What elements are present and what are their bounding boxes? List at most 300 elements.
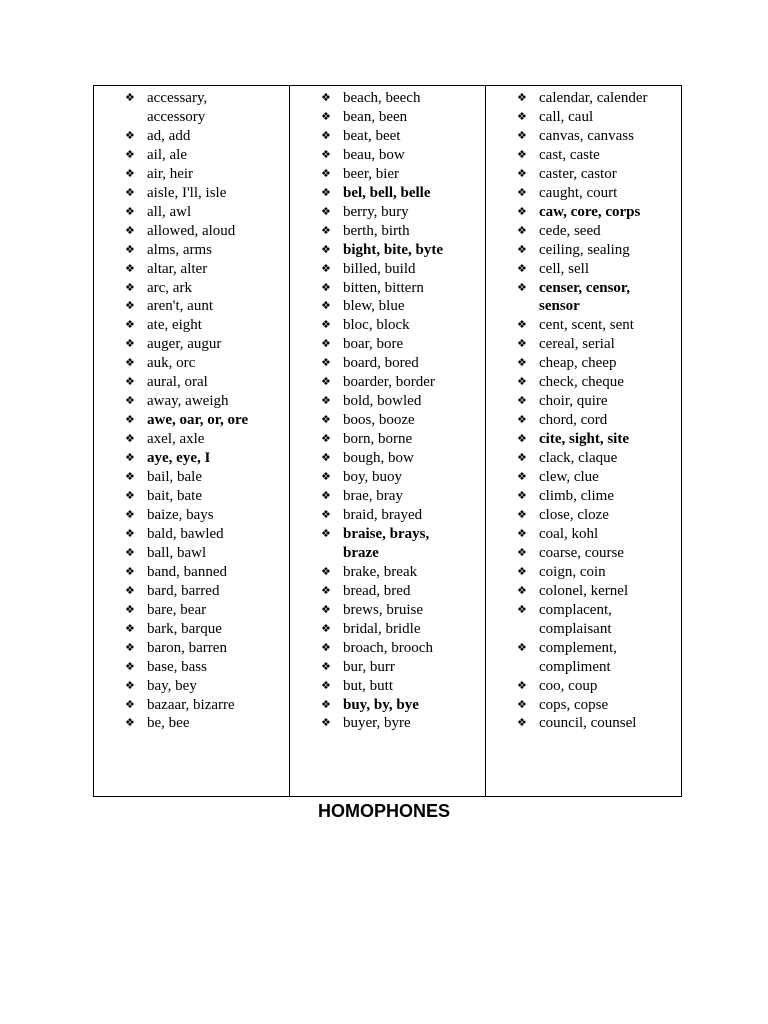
homophone-text: aisle, I'll, isle (147, 184, 227, 201)
homophone-text: caught, court (539, 184, 618, 201)
homophone-text: complaisant (539, 620, 612, 637)
diamond-bullet-icon: ❖ (125, 280, 135, 294)
homophone-text: bloc, block (343, 317, 410, 334)
homophone-text: away, aweigh (147, 393, 229, 410)
homophone-text: coarse, course (539, 544, 624, 561)
list-item (290, 392, 485, 411)
list-item (94, 506, 289, 525)
homophone-text: berry, bury (343, 203, 409, 220)
homophone-text: baron, barren (147, 639, 227, 656)
diamond-bullet-icon: ❖ (517, 375, 527, 389)
diamond-bullet-icon: ❖ (321, 242, 331, 256)
diamond-bullet-icon: ❖ (125, 356, 135, 370)
diamond-bullet-icon: ❖ (321, 470, 331, 484)
diamond-bullet-icon: ❖ (517, 147, 527, 161)
list-item (94, 696, 289, 715)
list-item (486, 260, 681, 279)
list-item (94, 563, 289, 582)
diamond-bullet-icon: ❖ (517, 128, 527, 142)
list-item (290, 468, 485, 487)
page-title: HOMOPHONES (317, 801, 450, 821)
list-item (94, 430, 289, 449)
list-item (486, 354, 681, 373)
diamond-bullet-icon: ❖ (517, 242, 527, 256)
list-item (94, 127, 289, 146)
diamond-bullet-icon: ❖ (321, 526, 331, 540)
list-item (486, 449, 681, 468)
diamond-bullet-icon: ❖ (125, 147, 135, 161)
homophone-text: cite, sight, site (539, 431, 629, 448)
homophone-text: be, bee (147, 715, 190, 732)
diamond-bullet-icon: ❖ (321, 659, 331, 673)
diamond-bullet-icon: ❖ (321, 564, 331, 578)
diamond-bullet-icon: ❖ (517, 185, 527, 199)
list-item (290, 279, 485, 298)
list-item (486, 241, 681, 260)
list-item (94, 279, 289, 298)
list-item (486, 506, 681, 525)
diamond-bullet-icon: ❖ (321, 375, 331, 389)
diamond-bullet-icon: ❖ (321, 621, 331, 635)
homophone-text: bitten, bittern (343, 279, 424, 296)
homophone-text: alms, arms (147, 241, 212, 258)
list-item (486, 316, 681, 335)
column-3 (486, 86, 681, 796)
list-item (290, 639, 485, 658)
homophone-text: cops, copse (539, 696, 609, 713)
list-item (94, 222, 289, 241)
list-item (486, 601, 681, 639)
diamond-bullet-icon: ❖ (517, 697, 527, 711)
homophone-text: boos, booze (343, 412, 415, 429)
list-item (486, 146, 681, 165)
list-item (290, 260, 485, 279)
list-item (94, 487, 289, 506)
homophone-text: brae, bray (343, 488, 403, 505)
list-item (94, 601, 289, 620)
homophone-text: coo, coup (539, 677, 598, 694)
homophone-text: auger, augur (147, 336, 222, 353)
list-item (94, 335, 289, 354)
list-item (486, 487, 681, 506)
diamond-bullet-icon: ❖ (125, 564, 135, 578)
homophone-text: buy, by, bye (343, 696, 419, 713)
diamond-bullet-icon: ❖ (125, 223, 135, 237)
homophone-text: cast, caste (539, 146, 600, 163)
homophone-text: bail, bale (147, 469, 202, 486)
list-item (486, 203, 681, 222)
homophone-text: braid, brayed (343, 506, 423, 523)
homophone-text: ceiling, sealing (539, 241, 630, 258)
list-item (290, 222, 485, 241)
diamond-bullet-icon: ❖ (321, 507, 331, 521)
list-item (290, 620, 485, 639)
list-item (486, 714, 681, 733)
diamond-bullet-icon: ❖ (321, 602, 331, 616)
diamond-bullet-icon: ❖ (517, 394, 527, 408)
homophone-text: board, bored (343, 355, 419, 372)
diamond-bullet-icon: ❖ (321, 91, 331, 104)
column-2 (290, 86, 486, 796)
diamond-bullet-icon: ❖ (321, 394, 331, 408)
diamond-bullet-icon: ❖ (125, 545, 135, 559)
list-item (290, 165, 485, 184)
diamond-bullet-icon: ❖ (517, 91, 527, 104)
homophone-text: brake, break (343, 563, 418, 580)
homophone-text: cereal, serial (539, 336, 615, 353)
homophone-text: braze (343, 544, 379, 561)
list-item (290, 108, 485, 127)
list-item (94, 297, 289, 316)
diamond-bullet-icon: ❖ (517, 413, 527, 427)
diamond-bullet-icon: ❖ (321, 280, 331, 294)
diamond-bullet-icon: ❖ (125, 489, 135, 503)
list-item (486, 89, 681, 108)
diamond-bullet-icon: ❖ (517, 280, 527, 294)
list-item (94, 146, 289, 165)
homophone-text: sensor (539, 298, 580, 315)
homophone-text: boarder, border (343, 374, 435, 391)
list-item (290, 354, 485, 373)
diamond-bullet-icon: ❖ (517, 166, 527, 180)
diamond-bullet-icon: ❖ (125, 318, 135, 332)
list-item (94, 582, 289, 601)
diamond-bullet-icon: ❖ (125, 659, 135, 673)
list-item (290, 449, 485, 468)
homophone-text: but, butt (343, 677, 394, 694)
diamond-bullet-icon: ❖ (517, 678, 527, 692)
homophone-text: cede, seed (539, 222, 601, 239)
word-list (486, 89, 681, 733)
diamond-bullet-icon: ❖ (517, 223, 527, 237)
diamond-bullet-icon: ❖ (321, 223, 331, 237)
homophone-text: council, counsel (539, 715, 637, 732)
homophone-text: arc, ark (147, 279, 192, 296)
list-item (94, 658, 289, 677)
diamond-bullet-icon: ❖ (125, 166, 135, 180)
diamond-bullet-icon: ❖ (125, 583, 135, 597)
homophone-text: close, cloze (539, 506, 609, 523)
diamond-bullet-icon: ❖ (125, 697, 135, 711)
homophone-text: bean, been (343, 108, 408, 125)
homophone-text: base, bass (147, 658, 207, 675)
diamond-bullet-icon: ❖ (125, 394, 135, 408)
homophone-text: caster, castor (539, 165, 617, 182)
diamond-bullet-icon: ❖ (125, 185, 135, 199)
homophone-text: ad, add (147, 127, 191, 144)
diamond-bullet-icon: ❖ (125, 526, 135, 540)
list-item (94, 241, 289, 260)
homophone-text: beer, bier (343, 165, 400, 182)
diamond-bullet-icon: ❖ (517, 356, 527, 370)
list-item (290, 563, 485, 582)
diamond-bullet-icon: ❖ (321, 640, 331, 654)
homophone-text: complement, (539, 639, 617, 656)
diamond-bullet-icon: ❖ (321, 204, 331, 218)
homophone-text: beach, beech (343, 90, 421, 106)
list-item (486, 411, 681, 430)
list-item (290, 297, 485, 316)
list-item (486, 582, 681, 601)
diamond-bullet-icon: ❖ (125, 375, 135, 389)
diamond-bullet-icon: ❖ (321, 185, 331, 199)
diamond-bullet-icon: ❖ (321, 697, 331, 711)
list-item (486, 392, 681, 411)
homophone-text: cheap, cheep (539, 355, 617, 372)
homophone-text: bay, bey (147, 677, 197, 694)
diamond-bullet-icon: ❖ (125, 507, 135, 521)
homophone-text: aye, eye, I (147, 450, 211, 467)
homophone-text: band, banned (147, 563, 227, 580)
homophone-text: bare, bear (147, 601, 207, 618)
diamond-bullet-icon: ❖ (125, 432, 135, 446)
diamond-bullet-icon: ❖ (321, 356, 331, 370)
homophone-text: awe, oar, or, ore (147, 412, 249, 429)
list-item (94, 468, 289, 487)
list-item (94, 373, 289, 392)
list-item (290, 411, 485, 430)
diamond-bullet-icon: ❖ (321, 489, 331, 503)
list-item (94, 354, 289, 373)
diamond-bullet-icon: ❖ (517, 470, 527, 484)
column-1 (94, 86, 290, 796)
homophone-text: canvas, canvass (539, 127, 634, 144)
list-item (94, 316, 289, 335)
diamond-bullet-icon: ❖ (321, 337, 331, 351)
list-item (290, 658, 485, 677)
diamond-bullet-icon: ❖ (517, 716, 527, 730)
list-item (290, 506, 485, 525)
list-item (486, 525, 681, 544)
diamond-bullet-icon: ❖ (517, 318, 527, 332)
list-item (94, 525, 289, 544)
homophone-text: born, borne (343, 431, 413, 448)
list-item (290, 335, 485, 354)
homophone-text: clack, claque (539, 450, 618, 467)
diamond-bullet-icon: ❖ (321, 432, 331, 446)
homophone-text: accessory (147, 108, 206, 125)
homophone-text: cell, sell (539, 260, 589, 277)
diamond-bullet-icon: ❖ (517, 507, 527, 521)
list-item (290, 241, 485, 260)
homophone-text: bread, bred (343, 582, 411, 599)
homophone-text: all, awl (147, 203, 192, 220)
homophone-text: berth, birth (343, 222, 410, 239)
homophone-text: compliment (539, 658, 611, 675)
word-list (290, 89, 485, 733)
homophone-text: beat, beet (343, 127, 401, 144)
list-item (94, 639, 289, 658)
list-item (290, 487, 485, 506)
diamond-bullet-icon: ❖ (517, 204, 527, 218)
homophone-text: censer, censor, (539, 279, 630, 296)
homophone-text: calendar, calender (539, 90, 648, 106)
homophone-text: bark, barque (147, 620, 222, 637)
homophone-text: bel, bell, belle (343, 184, 431, 201)
list-item (290, 203, 485, 222)
diamond-bullet-icon: ❖ (517, 109, 527, 123)
homophone-text: call, caul (539, 108, 594, 125)
diamond-bullet-icon: ❖ (321, 147, 331, 161)
homophone-text: ail, ale (147, 146, 187, 163)
diamond-bullet-icon: ❖ (321, 128, 331, 142)
diamond-bullet-icon: ❖ (125, 451, 135, 465)
diamond-bullet-icon: ❖ (125, 640, 135, 654)
list-item (290, 184, 485, 203)
homophone-text: billed, build (343, 260, 416, 277)
homophone-text: cent, scent, sent (539, 317, 634, 334)
diamond-bullet-icon: ❖ (321, 318, 331, 332)
homophone-text: brews, bruise (343, 601, 423, 618)
homophone-text: braise, brays, (343, 525, 430, 542)
diamond-bullet-icon: ❖ (125, 337, 135, 351)
diamond-bullet-icon: ❖ (125, 242, 135, 256)
list-item (486, 335, 681, 354)
list-item (94, 544, 289, 563)
list-item (94, 203, 289, 222)
homophone-text: bald, bawled (147, 525, 224, 542)
homophone-text: choir, quire (539, 393, 608, 410)
diamond-bullet-icon: ❖ (517, 432, 527, 446)
homophones-table (93, 85, 682, 797)
diamond-bullet-icon: ❖ (517, 545, 527, 559)
list-item (486, 108, 681, 127)
diamond-bullet-icon: ❖ (321, 451, 331, 465)
diamond-bullet-icon: ❖ (125, 204, 135, 218)
homophone-text: bazaar, bizarre (147, 696, 235, 713)
homophone-text: bur, burr (343, 658, 395, 675)
diamond-bullet-icon: ❖ (321, 678, 331, 692)
homophone-text: aural, oral (147, 374, 208, 391)
diamond-bullet-icon: ❖ (125, 678, 135, 692)
list-item (486, 279, 681, 317)
diamond-bullet-icon: ❖ (517, 451, 527, 465)
diamond-bullet-icon: ❖ (321, 109, 331, 123)
list-item (290, 582, 485, 601)
diamond-bullet-icon: ❖ (321, 299, 331, 313)
list-item (486, 165, 681, 184)
homophone-text: bold, bowled (343, 393, 422, 410)
list-item (290, 127, 485, 146)
list-item (486, 127, 681, 146)
list-item (290, 601, 485, 620)
diamond-bullet-icon: ❖ (125, 128, 135, 142)
homophone-text: complacent, (539, 601, 612, 618)
list-item (290, 525, 485, 563)
word-list (94, 89, 289, 733)
list-item (486, 639, 681, 677)
homophone-text: ball, bawl (147, 544, 207, 561)
diamond-bullet-icon: ❖ (125, 621, 135, 635)
list-item (486, 430, 681, 449)
diamond-bullet-icon: ❖ (125, 91, 135, 104)
diamond-bullet-icon: ❖ (517, 337, 527, 351)
homophone-text: bridal, bridle (343, 620, 421, 637)
list-item (290, 714, 485, 733)
list-item (486, 677, 681, 696)
homophone-text: buyer, byre (343, 715, 411, 732)
list-item (486, 222, 681, 241)
homophone-text: altar, alter (147, 260, 208, 277)
diamond-bullet-icon: ❖ (125, 470, 135, 484)
list-item (94, 89, 289, 127)
diamond-bullet-icon: ❖ (517, 602, 527, 616)
homophone-text: boy, buoy (343, 469, 403, 486)
diamond-bullet-icon: ❖ (125, 413, 135, 427)
list-item (486, 373, 681, 392)
list-item (94, 620, 289, 639)
diamond-bullet-icon: ❖ (125, 602, 135, 616)
homophone-text: check, cheque (539, 374, 624, 391)
homophone-text: bard, barred (147, 582, 220, 599)
list-item (94, 392, 289, 411)
diamond-bullet-icon: ❖ (517, 564, 527, 578)
list-item (94, 449, 289, 468)
diamond-bullet-icon: ❖ (321, 413, 331, 427)
diamond-bullet-icon: ❖ (125, 261, 135, 275)
homophone-text: beau, bow (343, 146, 405, 163)
homophone-text: bait, bate (147, 488, 202, 505)
list-item (290, 89, 485, 108)
homophone-text: chord, cord (539, 412, 608, 429)
diamond-bullet-icon: ❖ (517, 261, 527, 275)
homophone-text: climb, clime (539, 488, 614, 505)
homophone-text: blew, blue (343, 298, 405, 315)
homophone-text: accessary, (147, 90, 208, 106)
list-item (486, 184, 681, 203)
homophone-text: ate, eight (147, 317, 202, 334)
list-item (486, 544, 681, 563)
homophone-text: boar, bore (343, 336, 404, 353)
homophone-text: auk, orc (147, 355, 196, 372)
homophone-text: bough, bow (343, 450, 414, 467)
homophone-text: aren't, aunt (147, 298, 214, 315)
homophone-text: colonel, kernel (539, 582, 629, 599)
diamond-bullet-icon: ❖ (125, 299, 135, 313)
homophone-text: clew, clue (539, 469, 599, 486)
list-item (486, 563, 681, 582)
homophone-text: allowed, aloud (147, 222, 236, 239)
list-item (486, 696, 681, 715)
list-item (94, 714, 289, 733)
list-item (290, 696, 485, 715)
list-item (94, 411, 289, 430)
diamond-bullet-icon: ❖ (517, 640, 527, 654)
diamond-bullet-icon: ❖ (321, 261, 331, 275)
list-item (290, 430, 485, 449)
homophone-text: axel, axle (147, 431, 205, 448)
list-item (290, 316, 485, 335)
homophone-text: caw, core, corps (539, 203, 641, 220)
diamond-bullet-icon: ❖ (517, 526, 527, 540)
diamond-bullet-icon: ❖ (517, 489, 527, 503)
diamond-bullet-icon: ❖ (321, 716, 331, 730)
list-item (94, 165, 289, 184)
list-item (290, 146, 485, 165)
list-item (290, 677, 485, 696)
diamond-bullet-icon: ❖ (321, 583, 331, 597)
list-item (94, 260, 289, 279)
list-item (94, 677, 289, 696)
homophone-text: baize, bays (147, 506, 214, 523)
diamond-bullet-icon: ❖ (517, 583, 527, 597)
homophone-text: coign, coin (539, 563, 606, 580)
list-item (94, 184, 289, 203)
diamond-bullet-icon: ❖ (321, 166, 331, 180)
homophone-text: coal, kohl (539, 525, 599, 542)
homophone-text: broach, brooch (343, 639, 433, 656)
homophone-text: air, heir (147, 165, 194, 182)
